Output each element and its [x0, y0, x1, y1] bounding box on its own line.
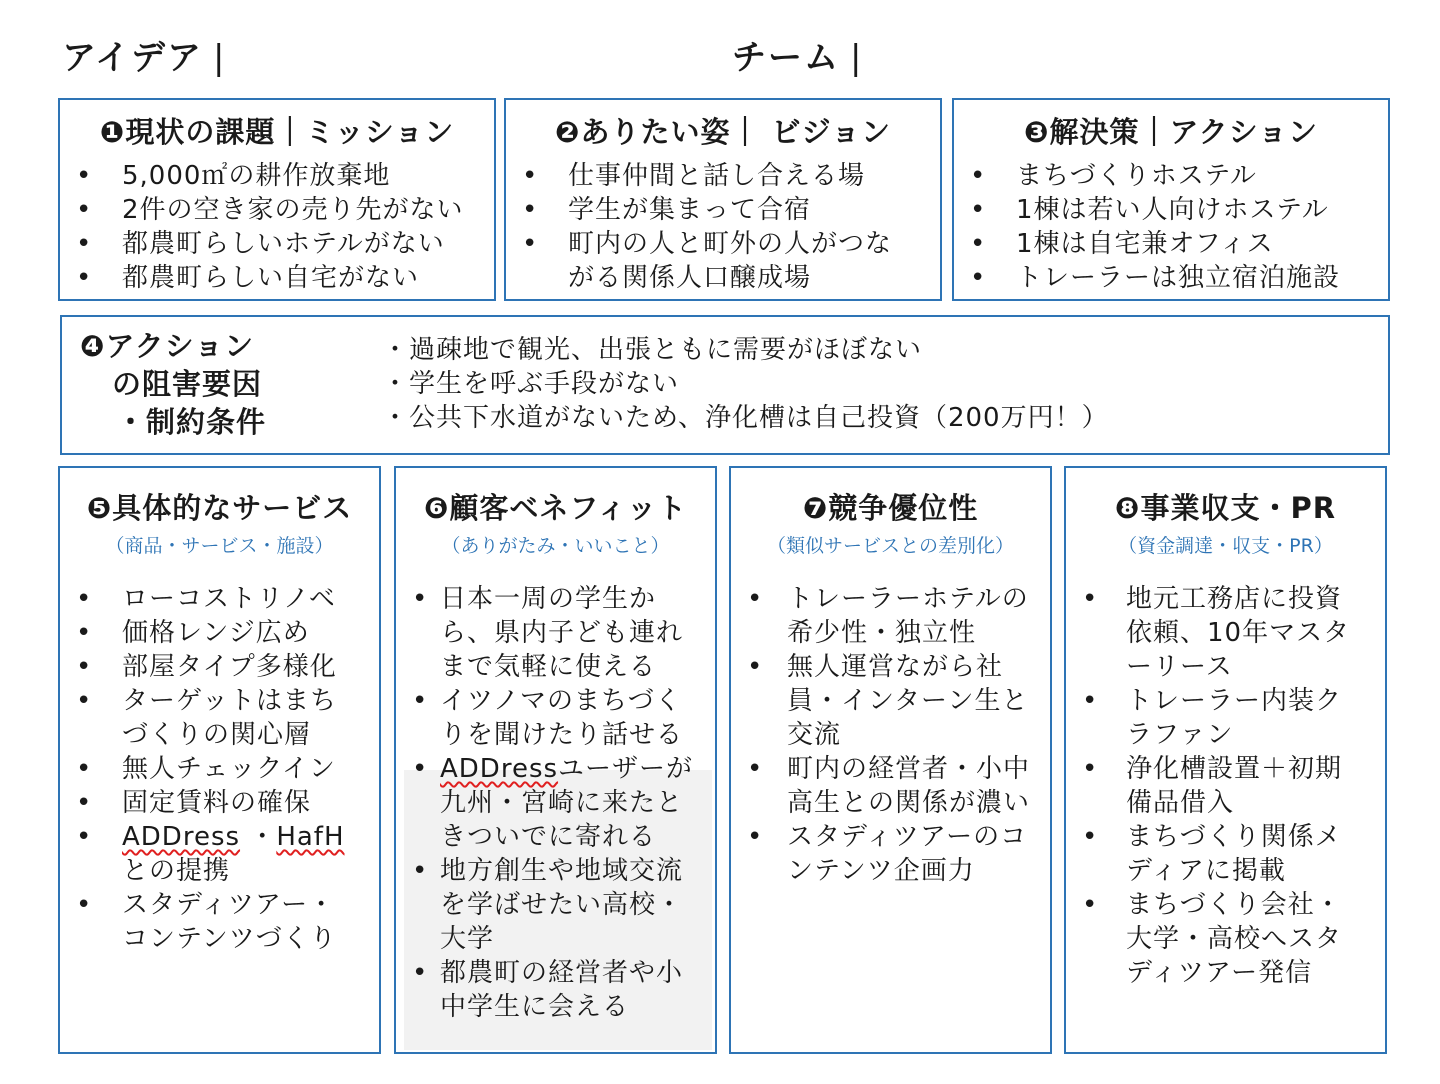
team-label: チーム	[732, 38, 840, 78]
list-item: • まちづくりホステル	[954, 159, 1388, 193]
item-list	[396, 582, 715, 1024]
list-item: • イツノマのまちづくりを聞けたり話せる	[396, 684, 697, 752]
item-list	[1066, 582, 1385, 990]
box-obstacles	[60, 315, 1390, 455]
box-title	[80, 327, 266, 441]
item-list	[954, 159, 1388, 295]
list-item: • 都農町らしい自宅がない	[60, 261, 494, 295]
misspelled-word: HafH	[276, 822, 345, 852]
list-item: • 日本一周の学生から、県内子ども連れまで気軽に使える	[396, 582, 697, 684]
idea-header	[62, 30, 226, 79]
list-item: • 固定賃料の確保	[60, 786, 361, 820]
text-fragment: ユーザーが九州・宮崎に来たときついでに寄れる	[440, 754, 694, 852]
box-competitive-advantage	[729, 466, 1052, 1054]
list-item: • 1棟は若い人向けホステル	[954, 193, 1388, 227]
list-item	[396, 752, 697, 854]
list-item: • 地方創生や地域交流を学ばせたい高校・大学	[396, 854, 697, 956]
idea-label: アイデア	[62, 38, 203, 78]
list-item: • 2件の空き家の売り先がない	[60, 193, 494, 227]
list-item: • 部屋タイプ多様化	[60, 650, 361, 684]
list-item: • ターゲットはまちづくりの関心層	[60, 684, 361, 752]
list-item: • まちづくり関係メディアに掲載	[1066, 820, 1367, 888]
team-header	[732, 30, 863, 79]
misspelled-word: ADDress	[440, 754, 559, 784]
list-item	[60, 820, 361, 888]
list-item: • 町内の人と町外の人がつながる関係人口醸成場	[506, 227, 918, 295]
list-item: • 町内の経営者・小中高生との関係が濃い	[731, 752, 1032, 820]
list-item: • 地元工務店に投資依頼、10年マスターリース	[1066, 582, 1367, 684]
box-subtitle: （ありがたみ・いいこと）	[441, 535, 670, 557]
idea-separator: |	[212, 38, 227, 78]
box-customer-benefit	[394, 466, 717, 1054]
item-list	[60, 582, 379, 956]
box-subtitle: （商品・サービス・施設）	[105, 535, 334, 557]
list-item: • スタディツアー・コンテンツづくり	[60, 888, 361, 956]
list-item: • スタディツアーのコンテンツ企画力	[731, 820, 1032, 888]
team-separator: |	[850, 38, 864, 78]
box-services	[58, 466, 381, 1054]
list-item: • 都農町の経営者や小中学生に会える	[396, 956, 697, 1024]
box-title: ❺具体的なサービス	[86, 491, 353, 525]
list-item: • 学生が集まって合宿	[506, 193, 918, 227]
list-item: • トレーラー内装クラファン	[1066, 684, 1367, 752]
box-title: ❽事業収支・PR	[1114, 491, 1337, 525]
list-item: • トレーラーは独立宿泊施設	[954, 261, 1388, 295]
list-item: • 価格レンジ広め	[60, 616, 361, 650]
box-title-line: ❹アクション	[80, 329, 255, 363]
list-item: • 浄化槽設置＋初期備品借入	[1066, 752, 1367, 820]
box-subtitle: （資金調達・収支・PR）	[1118, 535, 1333, 557]
list-item: • 無人チェックイン	[60, 752, 361, 786]
box-vision	[504, 98, 942, 301]
item-list	[731, 582, 1050, 888]
box-title: ❸解決策｜アクション	[1023, 115, 1319, 149]
list-item: • 5,000㎡の耕作放棄地	[60, 159, 494, 193]
text-fragment: との提携	[122, 856, 231, 886]
box-title: ❶現状の課題｜ミッション	[99, 115, 455, 149]
box-title-line: ・制約条件	[116, 405, 267, 439]
box-current-issues	[58, 98, 496, 301]
box-subtitle: （類似サービスとの差別化）	[766, 535, 1014, 557]
list-item: • まちづくり会社・大学・高校へスタディツアー発信	[1066, 888, 1367, 990]
item-list	[506, 159, 940, 295]
list-item: • 1棟は自宅兼オフィス	[954, 227, 1388, 261]
text-fragment: ・	[240, 822, 277, 852]
misspelled-word: ADDress	[122, 822, 241, 852]
box-title-line: の阻害要因	[112, 367, 263, 401]
list-item: • トレーラーホテルの希少性・独立性	[731, 582, 1032, 650]
box-solution	[952, 98, 1390, 301]
item-list	[382, 333, 1109, 435]
list-item: ・ 学生を呼ぶ手段がない	[382, 367, 1109, 401]
list-item: • 都農町らしいホテルがない	[60, 227, 494, 261]
box-title: ❷ありたい姿｜ ビジョン	[554, 115, 892, 149]
list-item: • ローコストリノベ	[60, 582, 361, 616]
box-title: ❼競争優位性	[802, 491, 979, 525]
box-business-pr	[1064, 466, 1387, 1054]
list-item: • 無人運営ながら社員・インターン生と交流	[731, 650, 1032, 752]
list-item: ・ 公共下水道がないため、浄化槽は自己投資（200万円！）	[382, 401, 1109, 435]
list-item: • 仕事仲間と話し合える場	[506, 159, 918, 193]
list-item: ・ 過疎地で観光、出張ともに需要がほぼない	[382, 333, 1109, 367]
box-title: ❻顧客ベネフィット	[423, 491, 688, 525]
item-list	[60, 159, 494, 295]
